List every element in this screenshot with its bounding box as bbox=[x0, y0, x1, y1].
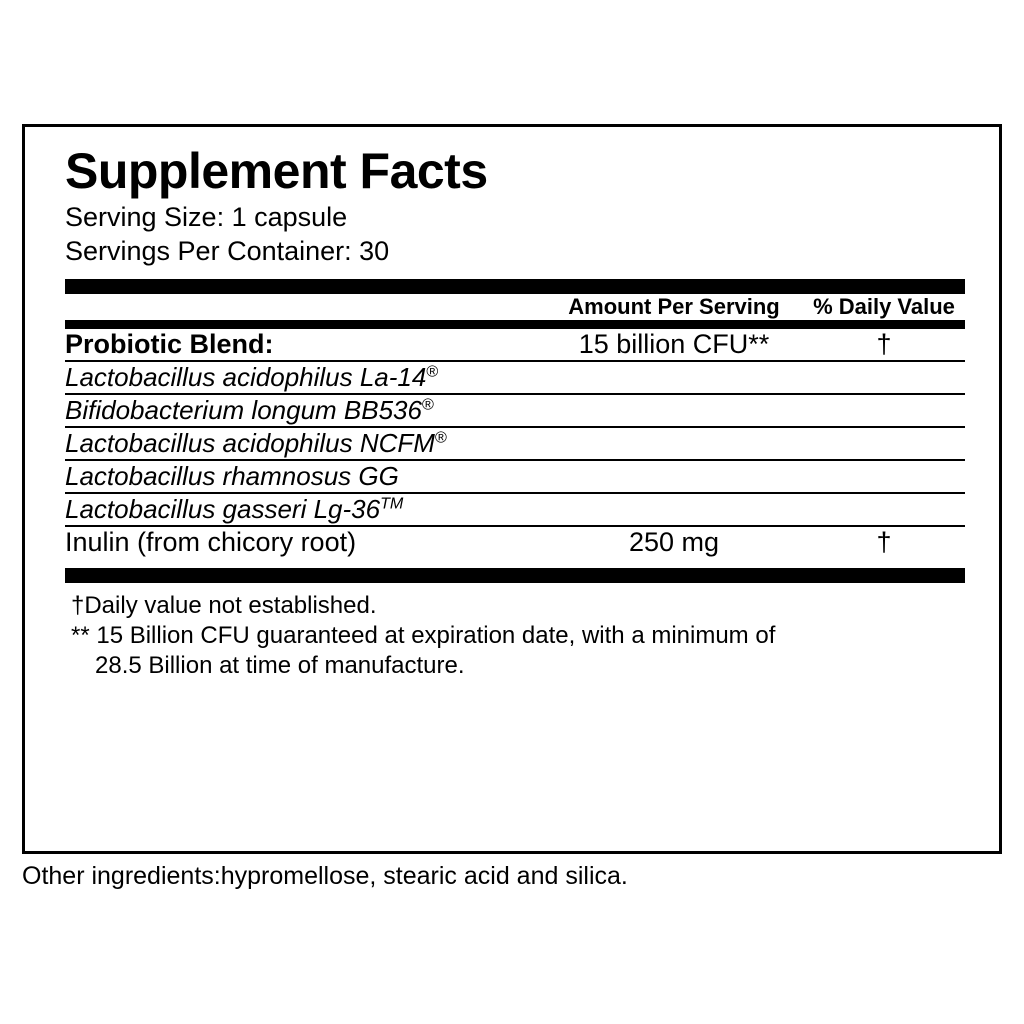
header-amount: Amount Per Serving bbox=[568, 293, 780, 319]
footnote-cfu: ** 15 Billion CFU guaranteed at expiration date, with a minimum of bbox=[71, 621, 776, 649]
registered-mark-icon: ® bbox=[421, 394, 434, 413]
strain-name: Bifidobacterium longum BB536 bbox=[65, 394, 422, 425]
supplement-facts-inner bbox=[65, 145, 965, 681]
page-title: Supplement Facts bbox=[65, 143, 488, 199]
strain-name: Lactobacillus acidophilus La-14 bbox=[65, 361, 427, 392]
inulin-name: Inulin (from chicory root) bbox=[65, 526, 357, 557]
table-row-inulin bbox=[65, 527, 965, 558]
strain-name: Lactobacillus rhamnosus GG bbox=[65, 460, 399, 491]
table-row-probiotic-blend bbox=[65, 329, 965, 360]
other-ingredients: Other ingredients:hypromellose, stearic acid and silica. bbox=[22, 862, 628, 890]
registered-mark-icon: ® bbox=[426, 361, 439, 380]
header-daily-value: % Daily Value bbox=[813, 293, 955, 319]
serving-size: Serving Size: 1 capsule bbox=[65, 201, 348, 232]
ingredients-table bbox=[65, 329, 965, 558]
footnotes bbox=[65, 591, 965, 682]
inulin-daily-value: † bbox=[876, 526, 892, 557]
blend-daily-value: † bbox=[876, 328, 892, 359]
footnote-daily-value: †Daily value not established. bbox=[71, 591, 377, 619]
table-row bbox=[65, 428, 965, 459]
blend-name: Probiotic Blend: bbox=[65, 328, 274, 359]
table-row bbox=[65, 395, 965, 426]
trademark-mark-icon: TM bbox=[380, 493, 404, 512]
supplement-facts-panel bbox=[22, 124, 1002, 854]
inulin-amount: 250 mg bbox=[628, 526, 720, 557]
table-row bbox=[65, 494, 965, 525]
divider-thick-header bbox=[65, 320, 965, 329]
table-header-row bbox=[65, 294, 965, 320]
footnote-cfu-continued: 28.5 Billion at time of manufacture. bbox=[95, 652, 465, 680]
servings-per-container: Servings Per Container: 30 bbox=[65, 236, 390, 267]
strain-name: Lactobacillus acidophilus NCFM bbox=[65, 427, 435, 458]
divider-thick-bottom bbox=[65, 568, 965, 583]
strain-name: Lactobacillus gasseri Lg-36 bbox=[65, 493, 381, 524]
blend-amount: 15 billion CFU** bbox=[578, 328, 770, 359]
divider-thick-top bbox=[65, 279, 965, 294]
table-row bbox=[65, 461, 965, 492]
table-row bbox=[65, 362, 965, 393]
header-name bbox=[65, 294, 545, 320]
registered-mark-icon: ® bbox=[434, 427, 447, 446]
nutrition-table bbox=[65, 294, 965, 320]
